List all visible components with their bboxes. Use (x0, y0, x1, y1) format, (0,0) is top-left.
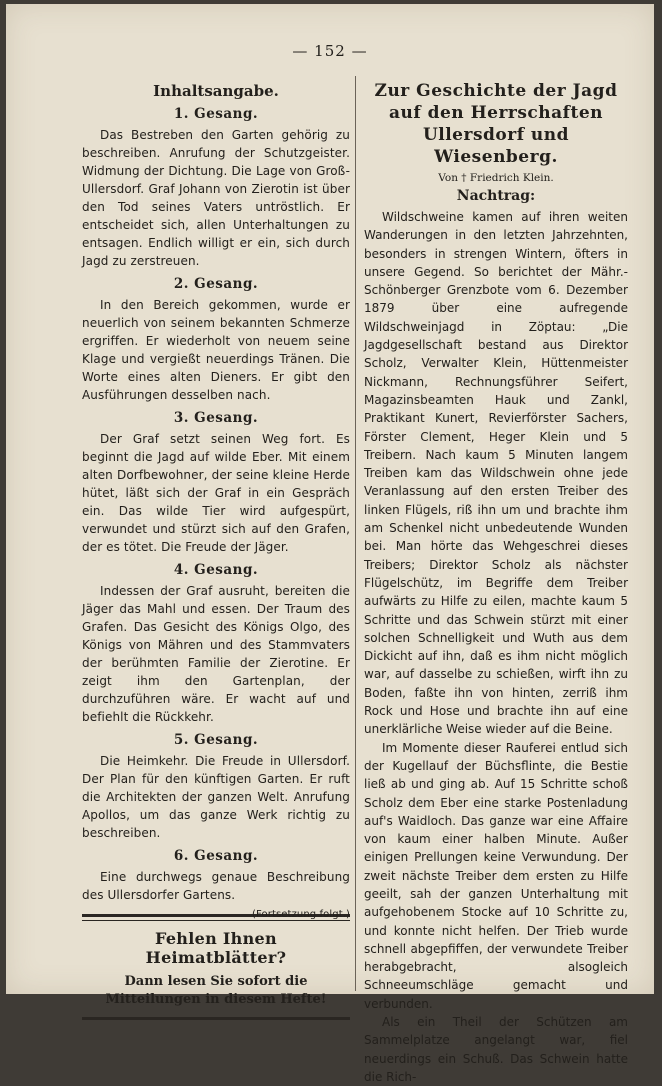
song-heading: 5. Gesang. (173, 732, 259, 748)
article-subhead: Nachtrag: (456, 188, 536, 204)
song-summary: Indessen der Graf ausruht, bereiten die Jäger das Mahl und essen. Der Traum des Grafen. Das Gesicht des Königs Olgo, des Königs von Mähren und des Stammvaters der berühmten Familie der Zierotine. Er zeigt ihm den Gartenplan, der durchzuführen wäre. Er wacht auf und befiehlt die Rückkehr. (82, 584, 350, 724)
song-heading: 2. Gesang. (173, 276, 259, 292)
continued-note: (Fortsetzung folgt.) (252, 909, 350, 920)
article-byline: Von † Friedrich Klein. (438, 172, 554, 184)
song-summary: In den Bereich gekommen, wurde er neuerlich von seinem bekannten Schmerze ergriffen. Er wiederholt von neuem seine Klage und vergießt neuerdings Tränen. Die Worte eines alten Dieners. Er gibt den Ausführungen desselben nach. (82, 298, 350, 402)
page-number: — 152 — (292, 42, 368, 60)
song-heading: 6. Gesang. (173, 848, 259, 864)
divider (82, 1017, 350, 1020)
advert-text: Dann lesen Sie sofort die Mitteilungen in diesem Hefte! (105, 974, 327, 1007)
song-heading: 3. Gesang. (173, 410, 259, 426)
page (6, 4, 654, 1084)
song-summary-text: Eine durchwegs genaue Beschreibung des Ullersdorfer Gartens. (82, 870, 350, 902)
article-paragraph: Im Momente dieser Rauferei entlud sich der Kugellauf der Büchsflinte, die Bestie ließ ab und ging ab. Auf 15 Schritte schoß Scholz dem Eber eine starke Postenladung auf's Waidloch. Das ganze war eine Affaire von kaum einer halben Minute. Außer einigen Prellungen keine Verwundung. Der zweit nächste Treiber dem ersten zu Hilfe geeilt, sah der ganzen Unterhaltung mit aufgehobenem Stocke auf 10 Schritte zu, und konnte nicht helfen. Der Trieb wurde schnell abgepfiffen, der verwundete Treiber herabgebracht, alsogleich Schneeumschläge gemacht und verbunden. (364, 740, 628, 1011)
song-summary (82, 868, 350, 920)
song-heading: 1. Gesang. (173, 106, 259, 122)
contents-title: Inhaltsangabe. (153, 82, 279, 100)
article-paragraph: Wildschweine kamen auf ihren weiten Wanderungen in den letzten Jahrzehnten, besonders in strengen Wintern, öfters in unsere Gegend. So berichtet der Mähr.-Schönberger Grenzbote vom 6. Dezember 1879 über eine aufregende Wildschweinjagd in Zöptau: „Die Jagdgesellschaft bestand aus Direktor Scholz, Verwalter Klein, Hüttenmeister Nickmann, Rechnungsführer Seifert, Magazinsbeamten Hauk und Zankl, Praktikant Kunert, Revierförster Sachers, Förster Clement, Heger Klein und 5 Treibern. Nach kaum 5 Minuten langem Treiben kam das Wildschwein ohne jede Veranlassung auf den ersten Treiber des linken Flügels, riß ihn um und brachte ihm am Schenkel nicht unbedeutende Wunden bei. Man hörte das Wehgeschrei dieses Treibers; Direktor Scholz als nächster Flügelschütz, im Begriffe dem Treiber aufwärts zu Hilfe zu eilen, machte kaum 5 Schritte und das Schwein stürzt mit einer solchen Schnelligkeit und Wuth aus dem Dickicht auf ihn, daß es ihm nicht möglich war, auf dasselbe zu schießen, wirft ihn zu Boden, faßte ihn von hinten, zerriß ihm Rock und Hose und brachte ihn auf eine unerklärliche Weise wieder auf die Beine. (364, 210, 628, 737)
advert-title: Fehlen Ihnen Heimatblätter? (145, 929, 287, 967)
song-summary: Der Graf setzt seinen Weg fort. Es beginnt die Jagd auf wilde Eber. Mit einem alten Dorfbewohner, der seine kleine Herde hütet, läßt sich der Graf in ein Gespräch ein. Das wilde Tier wird aufgespürt, verwundet und stürzt sich auf den Grafen, der es tötet. Die Freude der Jäger. (82, 432, 350, 554)
article-title: Zur Geschichte der Jagd auf den Herrschaften Ullersdorf und Wiesenberg. (374, 81, 618, 167)
article-column (364, 76, 628, 1086)
song-heading: 4. Gesang. (173, 562, 259, 578)
contents-column (82, 76, 350, 1020)
article-paragraph: Als ein Theil der Schützen am Sammelplatze angelangt war, fiel neuerdings ein Schuß. Das Schwein hatte die Rich- (364, 1015, 628, 1084)
column-divider (355, 76, 356, 991)
song-summary: Das Bestreben den Garten gehörig zu beschreiben. Anrufung der Schutzgeister. Widmung der Dichtung. Die Lage von Groß-Ullersdorf. Graf Johann von Zierotin ist über den Tod seines Vaters untröstlich. Er entscheidet sich, allen Unterhaltungen zu entsagen. Endlich willigt er ein, sich durch Jagd zu zerstreuen. (82, 128, 350, 268)
song-summary: Die Heimkehr. Die Freude in Ullersdorf. Der Plan für den künftigen Garten. Er ruft die Architekten der ganzen Welt. Anrufung Apollos, um das ganze Werk richtig zu beschreiben. (82, 754, 350, 840)
